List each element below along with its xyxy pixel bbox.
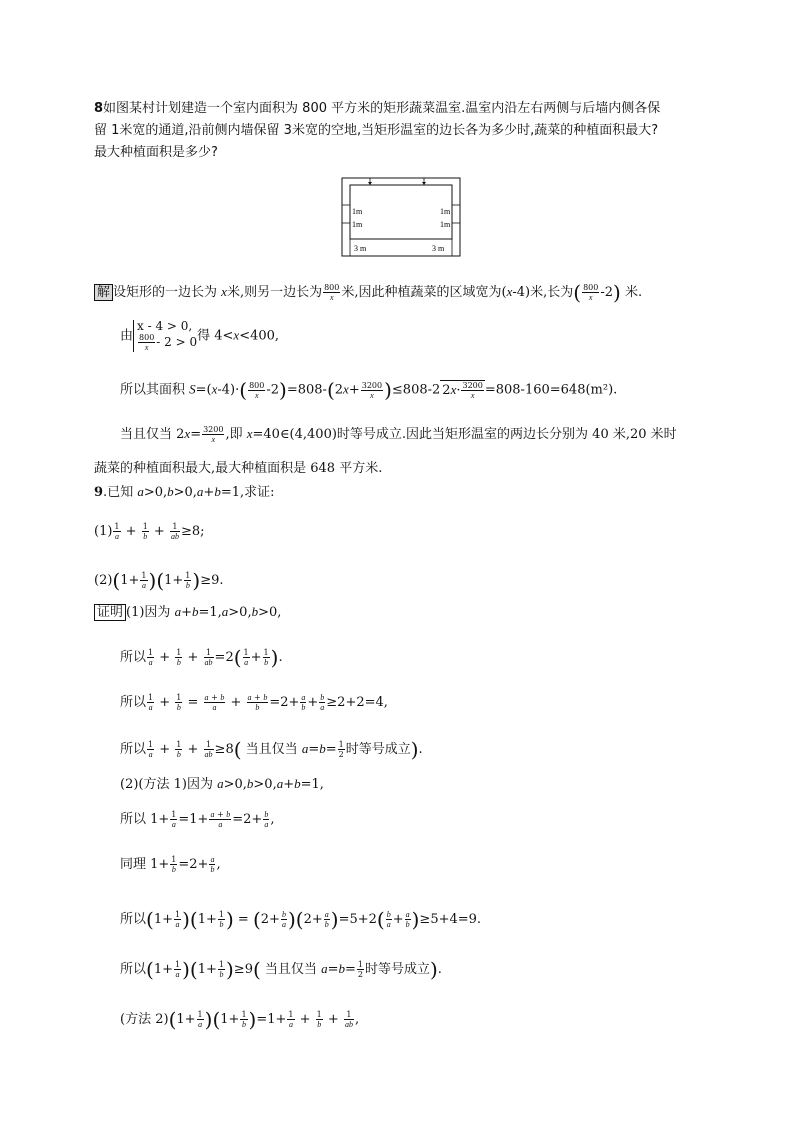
solution-tag: 解 [94, 284, 113, 301]
proof-line6: 所以 1+ $\frac{1}{a}$ =1+ $\frac{a + b}{a}$ =2+ $\frac{b}{a}$ , [120, 810, 275, 829]
svg-text:m: m [356, 207, 363, 216]
label-3m-right: 3 m [432, 244, 445, 253]
label-1m-right-b: 1 [440, 220, 444, 229]
sol8-system: 由x - 4 > 0, $\frac{800}{x}$ - 2 > 0得 4<x<400, [120, 319, 280, 352]
proof-line2: 所以 $\frac{1}{a}$ + $\frac{1}{b}$ + $\frac{1}{ab}$ =2( $\frac{1}{a}$ + $\frac{1}{b}$ ). [120, 645, 283, 670]
greenhouse-figure [340, 175, 465, 260]
q8-line2 [94, 122, 658, 140]
frac-800-x: $\frac{800}{x}$ [324, 283, 340, 302]
sol8-line1: 解 设矩形的一边长为 x米,则另一边长为 $\frac{800}{x}$ 米,因此种植蔬菜的区域宽为(x-4)米,长为( $\frac{800}{x}$ -2) 米. [94, 283, 642, 302]
sol8-area: 所以其面积 S=(x-4)·( $\frac{800}{x}$ -2)=808-(2x+ $\frac{3200}{x}$ )≤808-2 2x· $\frac{3200}{x}$ =808-160=648(m²). [120, 378, 618, 402]
sqrt-expr: 2x· $\frac{3200}{x}$ [442, 381, 483, 400]
sol8-equality: 当且仅当 2x= $\frac{3200}{x}$ ,即 x=40∈(4,400)时等号成立.因此当矩形温室的两边长分别为 40 米,20 米时 [120, 425, 677, 444]
q9-stem: 9.已知 a>0,b>0,a+b=1,求证: [94, 484, 275, 500]
proof-line10: (方法 2)(1+ $\frac{1}{a}$ )(1+ $\frac{1}{b}$ )=1+ $\frac{1}{a}$ + $\frac{1}{b}$ + $\frac{1}{ab}$ , [120, 1007, 360, 1032]
proof-line4: 所以 $\frac{1}{a}$ + $\frac{1}{b}$ + $\frac{1}{ab}$ ≥8( 当且仅当 a=b= $\frac{1}{2}$ 时等号成立). [120, 737, 423, 762]
proof-line7: 同理 1+ $\frac{1}{b}$ =2+ $\frac{a}{b}$ , [120, 855, 221, 874]
q8-number: 8 [94, 101, 104, 116]
proof-line9: 所以(1+ $\frac{1}{a}$ )(1+ $\frac{1}{b}$ )≥9( 当且仅当 a=b= $\frac{1}{2}$ 时等号成立). [120, 957, 442, 982]
q8-text3: 最大种植面积是多少? [94, 145, 218, 160]
svg-text:m: m [356, 220, 363, 229]
inner-rect [350, 185, 452, 239]
q8-text1: 如图某村计划建造一个室内面积为 800 平方米的矩形蔬菜温室.温室内沿左右两侧与后墙内侧各保 [103, 101, 661, 116]
proof-line1: 证明 (1)因为 a+b=1,a>0,b>0, [94, 603, 281, 622]
q9-number: 9 [94, 485, 104, 500]
q8-text2: 留 1米宽的通道,沿前侧内墙保留 3米宽的空地,当矩形温室的边长各为多少时,蔬菜的种植面积最大? [94, 123, 659, 138]
label-1m-left-a: 1 [352, 207, 356, 216]
proof-line3: 所以 $\frac{1}{a}$ + $\frac{1}{b}$ = $\frac{a + b}{a}$ + $\frac{a + b}{b}$ =2+ $\frac{a}{b}$ + $\frac{b}{a}$ ≥2+2=4, [120, 693, 388, 712]
sol8-conclusion: 蔬菜的种植面积最大,最大种植面积是 648 平方米. [94, 461, 383, 476]
q8-line1 [94, 100, 660, 118]
q9-part1: (1) $\frac{1}{a}$ + $\frac{1}{b}$ + $\frac{1}{ab}$ ≥8; [94, 522, 205, 541]
label-1m-left-b: 1 [352, 220, 356, 229]
proof-line5: (2)(方法 1)因为 a>0,b>0,a+b=1, [120, 776, 324, 792]
label-3m-left: 3 m [354, 244, 367, 253]
label-1m-right-a: 1 [440, 207, 444, 216]
proof-tag: 证明 [94, 604, 126, 621]
q8-line3 [94, 144, 218, 162]
svg-text:m: m [444, 220, 451, 229]
q9-part2: (2)(1+ $\frac{1}{a}$ )(1+ $\frac{1}{b}$ )≥9. [94, 568, 224, 593]
proof-line8: 所以(1+ $\frac{1}{a}$ )(1+ $\frac{1}{b}$ ) = (2+ $\frac{b}{a}$ )(2+ $\frac{a}{b}$ )=5+2( $\frac{b}{a}$ + $\frac{a}{b}$ )≥5+4=9. [120, 907, 482, 932]
svg-text:m: m [444, 207, 451, 216]
